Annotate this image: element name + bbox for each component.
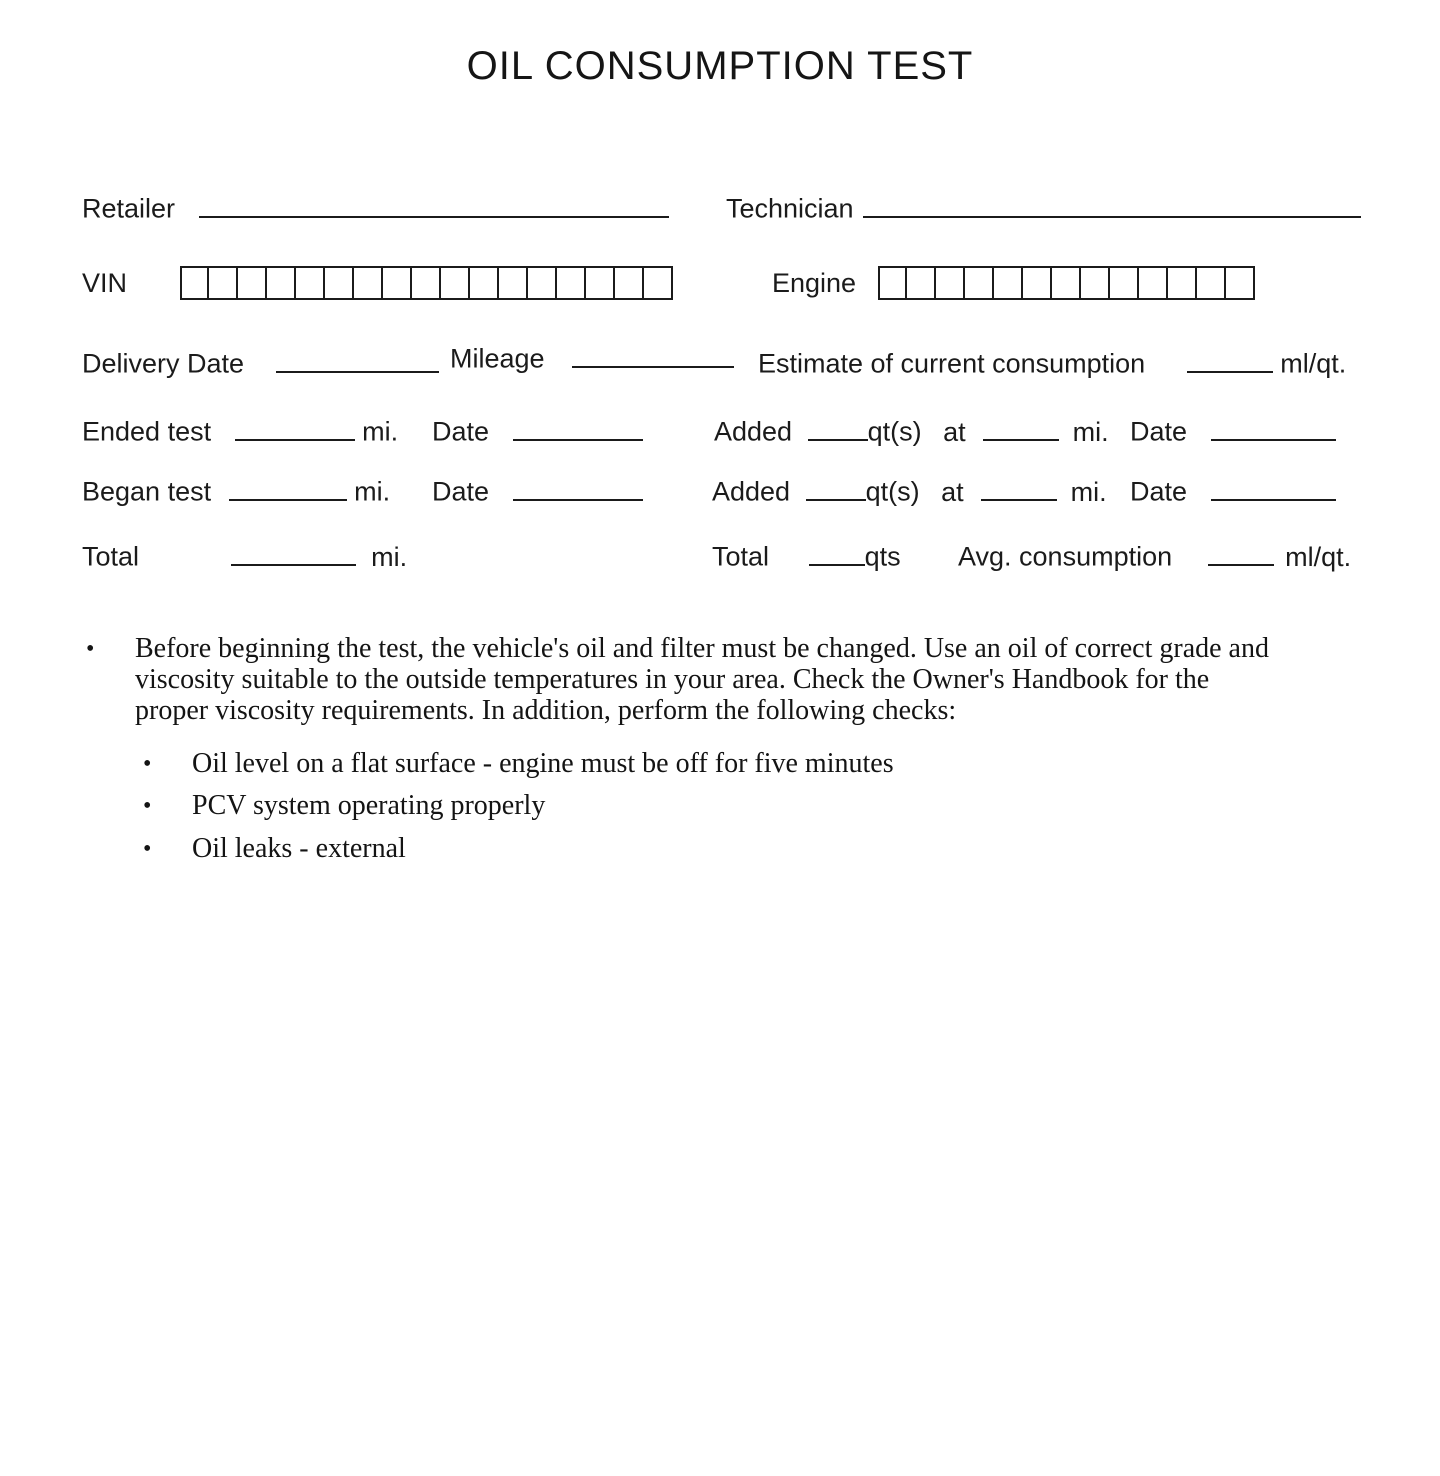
began-test-date-group (432, 473, 643, 508)
at-label-2: at (941, 476, 964, 507)
added-mileage-line-1 (983, 413, 1059, 441)
began-test-mileage-line (229, 473, 347, 501)
character-box (1226, 266, 1255, 300)
character-box (441, 266, 470, 300)
sub-bullet-icon-3: • (143, 836, 152, 862)
mileage-group (450, 340, 734, 375)
technician-row (726, 190, 1361, 225)
character-box (296, 266, 325, 300)
avg-consumption-line (1208, 538, 1274, 566)
vin-character-boxes (180, 266, 673, 300)
ended-date-label: Date (432, 416, 490, 447)
technician-field-line (863, 190, 1361, 218)
character-box (238, 266, 267, 300)
character-box (1168, 266, 1197, 300)
avg-consumption-label: Avg. consumption (958, 541, 1173, 572)
sub-instruction-oil-leaks: Oil leaks - external (192, 833, 406, 864)
technician-label: Technician (726, 193, 854, 224)
character-box (267, 266, 296, 300)
character-box (1052, 266, 1081, 300)
character-box (878, 266, 907, 300)
character-box (936, 266, 965, 300)
engine-character-boxes (878, 266, 1255, 300)
character-box (994, 266, 1023, 300)
qts-label-1: qt(s) (867, 416, 922, 447)
character-box (1023, 266, 1052, 300)
main-instruction-text: Before beginning the test, the vehicle's oil and filter must be changed. Use an oil of correct grade and viscosity suitable to the outside temperatures in your area. Check the Owner's Handbook for the proper viscosity requirements. In addition, perform the following checks: (135, 633, 1269, 726)
total-miles-label: Total (82, 541, 140, 572)
sub-bullet-icon-2: • (143, 793, 152, 819)
total-qts-line (809, 538, 865, 566)
added-date-line-2 (1211, 473, 1336, 501)
character-box (557, 266, 586, 300)
retailer-label: Retailer (82, 193, 176, 224)
character-box (907, 266, 936, 300)
character-box (383, 266, 412, 300)
began-test-mi-label: mi. (354, 476, 391, 507)
ended-date-line (513, 413, 643, 441)
character-box (354, 266, 383, 300)
avg-consumption-unit-label: ml/qt. (1285, 541, 1352, 572)
character-box (644, 266, 673, 300)
total-miles-line (231, 538, 356, 566)
estimate-label: Estimate of current consumption (758, 348, 1146, 379)
qts-label-2: qt(s) (865, 476, 920, 507)
character-box (1110, 266, 1139, 300)
delivery-date-field-line (276, 345, 439, 373)
added-qty-line-2 (806, 473, 866, 501)
ended-test-date-group (432, 413, 643, 448)
character-box (586, 266, 615, 300)
vin-row (82, 266, 673, 300)
character-box (1081, 266, 1110, 300)
character-box (965, 266, 994, 300)
engine-label: Engine (772, 268, 857, 298)
main-bullet-icon: • (86, 636, 95, 662)
began-test-label: Began test (82, 476, 212, 507)
began-date-line (513, 473, 643, 501)
began-test-group (82, 473, 390, 508)
character-box (1197, 266, 1226, 300)
retailer-row (82, 190, 669, 225)
added-row-1 (714, 413, 1109, 448)
vin-label: VIN (82, 268, 128, 298)
mileage-field-line (572, 340, 734, 368)
avg-consumption-group (958, 538, 1351, 573)
added-row-2 (712, 473, 1107, 508)
delivery-date-group (82, 345, 439, 380)
retailer-field-line (199, 190, 669, 218)
sub-instruction-pcv: PCV system operating properly (192, 790, 546, 821)
total-qts-unit-label: qts (864, 541, 901, 572)
character-box (528, 266, 557, 300)
added-label-1: Added (714, 416, 793, 447)
estimate-group (758, 345, 1346, 380)
character-box (325, 266, 354, 300)
added-date-group-1 (1130, 413, 1336, 448)
added-date-label-2: Date (1130, 476, 1188, 507)
total-qts-word-label: Total (712, 541, 770, 572)
added-date-group-2 (1130, 473, 1336, 508)
estimate-unit-label: ml/qt. (1280, 348, 1347, 379)
engine-row (772, 266, 1255, 300)
estimate-field-line (1187, 345, 1273, 373)
at-label-1: at (943, 416, 966, 447)
character-box (412, 266, 441, 300)
added-qty-line-1 (808, 413, 868, 441)
total-miles-group (82, 538, 407, 573)
total-qts-group (712, 538, 901, 573)
delivery-date-label: Delivery Date (82, 348, 245, 379)
added-date-line-1 (1211, 413, 1336, 441)
character-box (499, 266, 528, 300)
added-mi-label-2: mi. (1070, 476, 1107, 507)
added-date-label-1: Date (1130, 416, 1188, 447)
ended-test-label: Ended test (82, 416, 212, 447)
mileage-label: Mileage (450, 343, 545, 374)
form-title: OIL CONSUMPTION TEST (466, 44, 974, 88)
character-box (1139, 266, 1168, 300)
ended-test-mileage-line (235, 413, 355, 441)
began-date-label: Date (432, 476, 490, 507)
sub-bullet-icon-1: • (143, 751, 152, 777)
added-label-2: Added (712, 476, 791, 507)
added-mi-label-1: mi. (1072, 416, 1109, 447)
added-mileage-line-2 (981, 473, 1057, 501)
ended-test-group (82, 413, 398, 448)
total-mi-label: mi. (371, 541, 408, 572)
sub-instruction-oil-level: Oil level on a flat surface - engine must be off for five minutes (192, 748, 894, 779)
character-box (615, 266, 644, 300)
character-box (209, 266, 238, 300)
character-box (470, 266, 499, 300)
ended-test-mi-label: mi. (362, 416, 399, 447)
character-box (180, 266, 209, 300)
